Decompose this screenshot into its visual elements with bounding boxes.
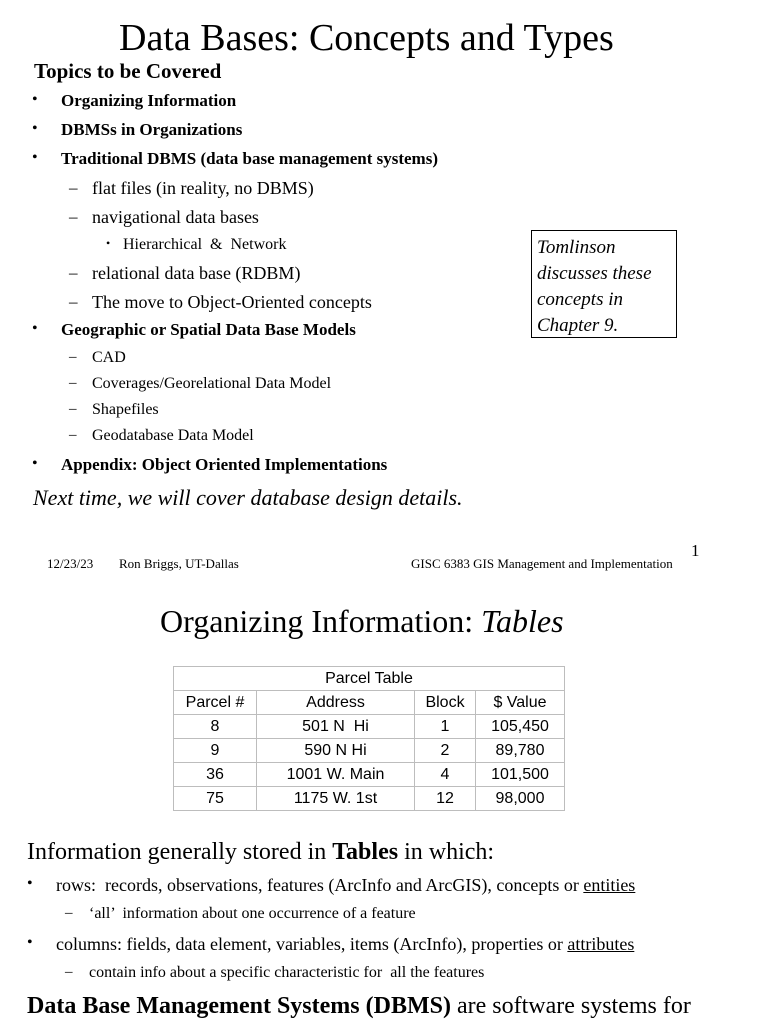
- topic-subitem: flat files (in reality, no DBMS): [92, 178, 314, 198]
- table-cell: 36: [174, 763, 257, 787]
- bullet-icon: •: [27, 934, 33, 951]
- table-cell: 1: [415, 715, 476, 739]
- bullet-icon: •: [27, 875, 33, 892]
- column-header: $ Value: [476, 691, 565, 715]
- topic-item: DBMSs in Organizations: [61, 120, 243, 139]
- topic-item: Geographic or Spatial Data Base Models: [61, 320, 356, 339]
- dash-icon: –: [69, 207, 78, 226]
- topic-subsubitem: Hierarchical & Network: [123, 236, 287, 253]
- dash-icon: –: [69, 375, 77, 391]
- bullet-icon: •: [106, 236, 111, 250]
- footer-date: 12/23/23: [47, 556, 94, 571]
- table-cell: 590 N Hi: [257, 739, 415, 763]
- table-header-row: [174, 691, 565, 715]
- dash-icon: –: [69, 401, 77, 417]
- columns-definition: [56, 934, 634, 955]
- dbms-bold: Data Base Management Systems (DBMS): [27, 993, 451, 1019]
- column-header: Block: [415, 691, 476, 715]
- table-cell: 1175 W. 1st: [257, 787, 415, 811]
- table-cell: 75: [174, 787, 257, 811]
- parcel-table: [173, 666, 565, 811]
- topic-item: Appendix: Object Oriented Implementations: [61, 455, 388, 474]
- bullet-icon: •: [32, 455, 38, 472]
- tables-intro-bold: Tables: [332, 839, 399, 865]
- table-cell: 2: [415, 739, 476, 763]
- attributes-term: attributes: [567, 934, 635, 954]
- topic-item: Traditional DBMS (data base management systems): [61, 149, 438, 168]
- table-cell: 8: [174, 715, 257, 739]
- dash-icon: –: [65, 964, 73, 980]
- table-row: [174, 787, 565, 811]
- topic-subitem: The move to Object-Oriented concepts: [92, 292, 372, 312]
- table-row: [174, 763, 565, 787]
- dbms-tail: are software systems for: [450, 993, 691, 1019]
- table-cell: 1001 W. Main: [257, 763, 415, 787]
- rows-text: rows: records, observations, features (ArcInfo and ArcGIS), concepts or: [56, 875, 584, 895]
- slide1-title: Data Bases: Concepts and Types: [119, 17, 614, 59]
- table-cell: 12: [415, 787, 476, 811]
- topic-subitem: navigational data bases: [92, 207, 259, 227]
- footer-course: GISC 6383 GIS Management and Implementation: [411, 556, 673, 571]
- bullet-icon: •: [32, 91, 38, 108]
- table-row: [174, 715, 565, 739]
- table-cell: 4: [415, 763, 476, 787]
- table-cell: 101,500: [476, 763, 565, 787]
- columns-subitem: contain info about a specific characteristic for all the features: [89, 964, 485, 981]
- rows-subitem: ‘all’ information about one occurrence of a feature: [89, 905, 416, 922]
- column-header: Address: [257, 691, 415, 715]
- table-cell: 89,780: [476, 739, 565, 763]
- cols-text: columns: fields, data element, variables, items (ArcInfo), properties or: [56, 934, 568, 954]
- footer-author: Ron Briggs, UT-Dallas: [119, 556, 239, 571]
- dbms-definition: [27, 993, 691, 1020]
- tomlinson-callout: Tomlinson discusses these concepts in Chapter 9.: [531, 230, 677, 338]
- slide2-title: [160, 603, 564, 640]
- dash-icon: –: [69, 349, 77, 365]
- next-time-note: Next time, we will cover database design details.: [33, 485, 463, 510]
- table-row: [174, 739, 565, 763]
- dash-icon: –: [69, 427, 77, 443]
- topic-subitem: CAD: [92, 349, 126, 366]
- table-cell: 98,000: [476, 787, 565, 811]
- bullet-icon: •: [32, 149, 38, 166]
- slide2-title-italic: Tables: [481, 603, 564, 639]
- topic-subitem: Coverages/Georelational Data Model: [92, 375, 332, 392]
- entities-term: entities: [583, 875, 636, 895]
- page-number: 1: [691, 541, 700, 560]
- bullet-icon: •: [32, 120, 38, 137]
- column-header: Parcel #: [174, 691, 257, 715]
- slide2-title-plain: Organizing Information:: [160, 603, 482, 639]
- table-cell: 9: [174, 739, 257, 763]
- tables-intro-tail: in which:: [398, 839, 495, 865]
- dash-icon: –: [65, 905, 73, 921]
- dash-icon: –: [69, 263, 78, 282]
- table-caption: Parcel Table: [174, 667, 565, 691]
- topic-subitem: Shapefiles: [92, 401, 159, 418]
- dash-icon: –: [69, 292, 78, 311]
- table-cell: 105,450: [476, 715, 565, 739]
- table-cell: 501 N Hi: [257, 715, 415, 739]
- bullet-icon: •: [32, 320, 38, 337]
- topics-heading: Topics to be Covered: [34, 59, 222, 83]
- tables-intro: [27, 839, 494, 866]
- tables-intro-plain: Information generally stored in: [27, 839, 333, 865]
- topic-subitem: relational data base (RDBM): [92, 263, 301, 283]
- rows-definition: [56, 875, 635, 896]
- topic-subitem: Geodatabase Data Model: [92, 427, 254, 444]
- topic-item: Organizing Information: [61, 91, 237, 110]
- dash-icon: –: [69, 178, 78, 197]
